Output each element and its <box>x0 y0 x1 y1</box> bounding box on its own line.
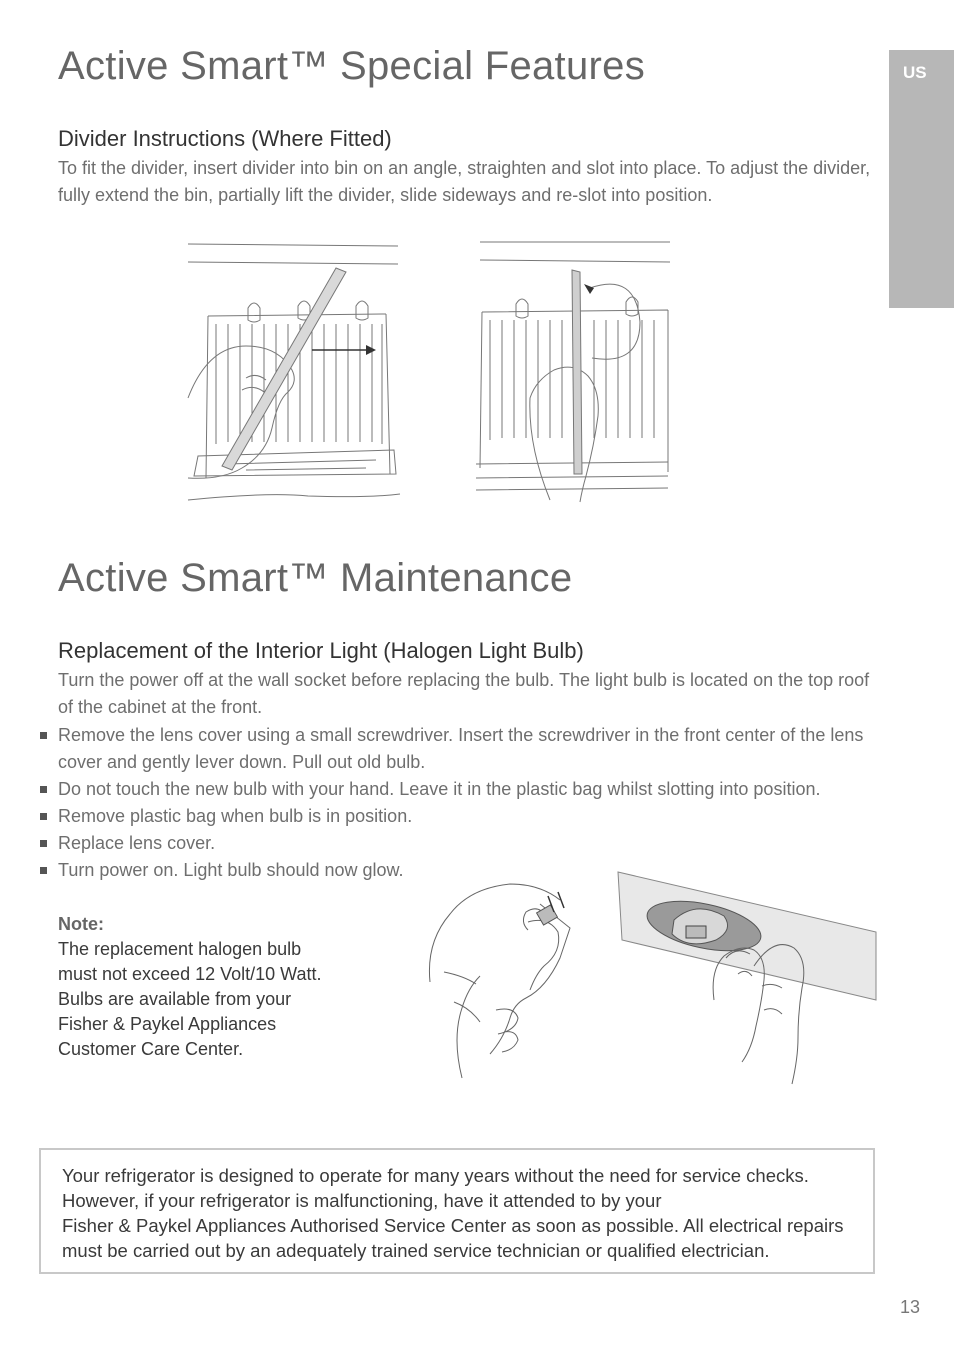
list-item: Remove plastic bag when bulb is in position. <box>38 803 888 830</box>
light-replacement-steps <box>38 722 888 884</box>
divider-insert-illustration <box>186 238 402 506</box>
note-line: must not exceed 12 Volt/10 Watt. <box>58 964 322 984</box>
list-item: Do not touch the new bulb with your hand. Leave it in the plastic bag whilst slotting into position. <box>38 776 888 803</box>
service-notice-line: However, if your refrigerator is malfunctioning, have it attended to by your <box>62 1190 662 1211</box>
country-tab <box>889 50 954 308</box>
note-line: Fisher & Paykel Appliances <box>58 1014 277 1034</box>
maintenance-title: Active Smart™ Maintenance <box>58 556 573 600</box>
bullet-square-icon <box>40 732 47 739</box>
list-item: Replace lens cover. <box>38 830 888 857</box>
lens-cover-illustration <box>614 870 880 1086</box>
bulb-in-bag-illustration <box>424 882 594 1082</box>
light-replacement-heading: Replacement of the Interior Light (Halogen Light Bulb) <box>58 638 584 663</box>
note-line: Customer Care Center. <box>58 1039 244 1059</box>
bulb-note <box>58 912 398 1062</box>
list-item: Remove the lens cover using a small screwdriver. Insert the screwdriver in the front center of the lens cover and gently lever down. Pull out old bulb. <box>38 722 888 776</box>
page-number: 13 <box>900 1297 921 1317</box>
service-notice-line: Your refrigerator is designed to operate for many years without the need for service checks. <box>62 1165 809 1186</box>
service-notice-line: must be carried out by an adequately trained service technician or qualified electrician. <box>62 1240 770 1261</box>
note-label: Note: <box>58 914 104 934</box>
divider-instructions: To fit the divider, insert divider into bin on an angle, straighten and slot into place. To adjust the divider, fully extend the bin, partially lift the divider, slide sideways and re-slot into position. <box>58 158 871 205</box>
note-line: The replacement halogen bulb <box>58 939 302 959</box>
special-features-title: Active Smart™ Special Features <box>58 44 645 88</box>
note-line: Bulbs are available from your <box>58 989 292 1009</box>
bullet-square-icon <box>40 813 47 820</box>
divider-slot-illustration <box>472 238 672 504</box>
service-notice <box>39 1148 875 1274</box>
bullet-square-icon <box>40 786 47 793</box>
list-item: Turn power on. Light bulb should now glow. <box>38 857 888 884</box>
bullet-square-icon <box>40 840 47 847</box>
country-tab-label: US <box>903 63 927 82</box>
service-notice-line: Fisher & Paykel Appliances Authorised Service Center as soon as possible. All electrical repairs <box>62 1215 844 1236</box>
light-replacement-intro: Turn the power off at the wall socket before replacing the bulb. The light bulb is located on the top roof of the cabinet at the front. <box>58 670 870 717</box>
divider-heading: Divider Instructions (Where Fitted) <box>58 126 392 151</box>
bullet-square-icon <box>40 867 47 874</box>
